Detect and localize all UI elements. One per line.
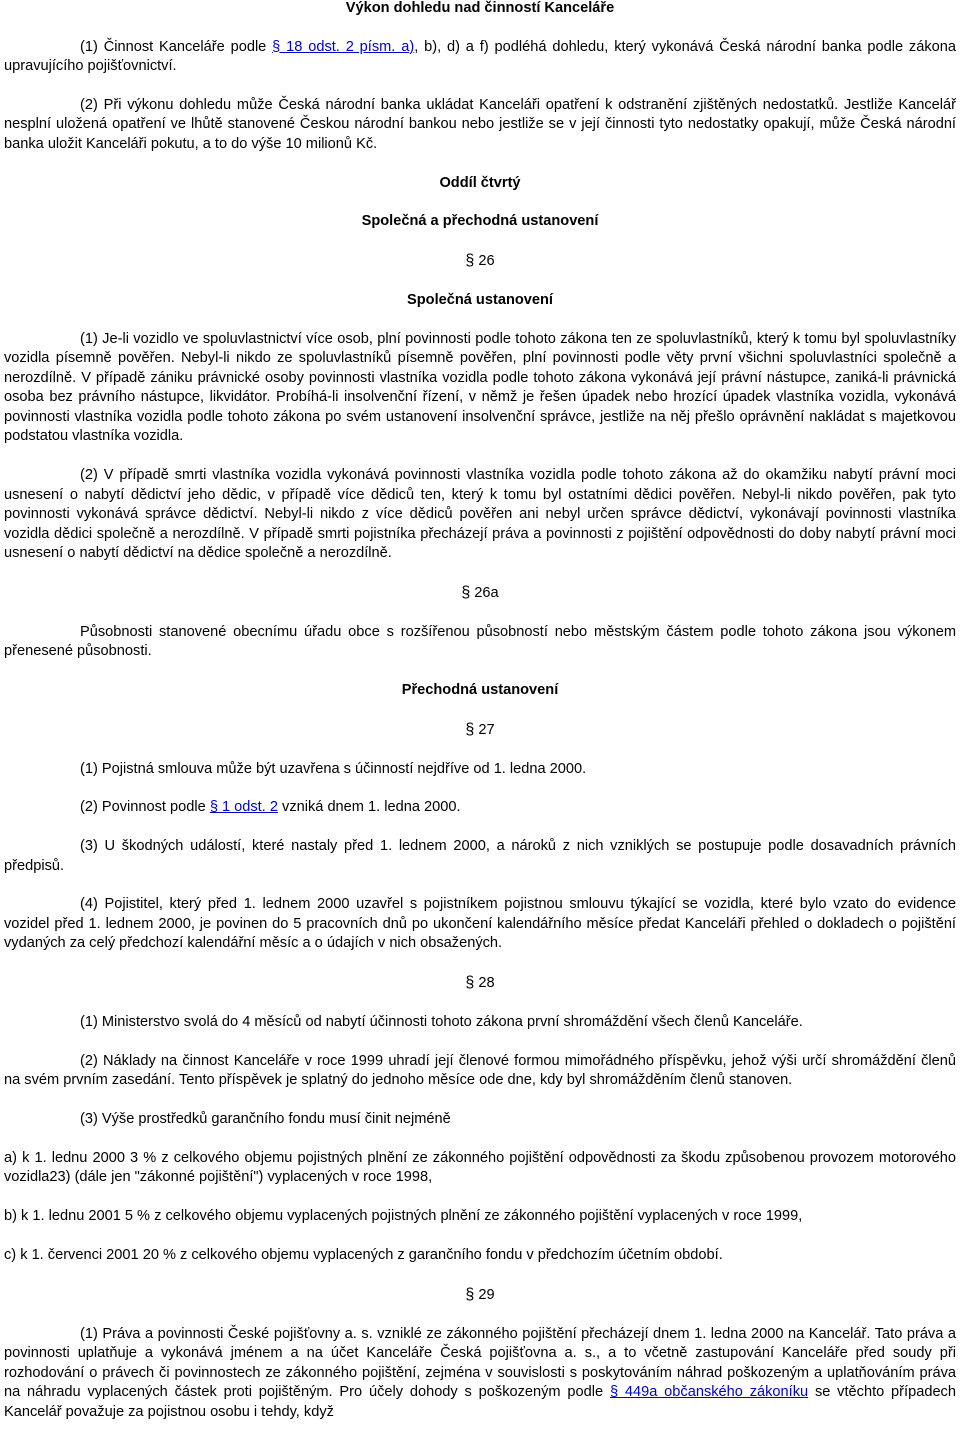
paragraph-text: (1) Práva a povinnosti České pojišťovny a. s. vzniklé ze zákonného pojištění přecházejí dnem 1. ledna 2000 na Kancelář. Tato práva a povinnosti uplatňuje a vykonává jménem a na účet Kanceláře Česká pojišťovna a. s., a to včetně zastupování Kanceláře před soudy při rozhodování o právech či povinnostech ze zákonného pojištění, zejména v souvislosti s poskytováním náhrad poškozeným a uplatňováním práva na náhradu vyplacených částek proti pojištěným. Pro účely dohody s poškozeným podle bbox=[4, 1325, 956, 1401]
section-28-paragraph-3: (3) Výše prostředků garančního fondu musí činit nejméně bbox=[80, 1111, 451, 1128]
section-27-paragraph-2 bbox=[4, 798, 956, 818]
section-symbol: § bbox=[465, 252, 475, 270]
section-28-paragraph-2: (2) Náklady na činnost Kanceláře v roce 1999 uhradí její členové formou mimořádného příspěvku, jehož výši určí shromáždění členů na svém prvním zasedání. Tento příspěvek je splatný do jednoho měsíce ode dne, kdy byl shromážděním členů stanoven. bbox=[4, 1052, 956, 1089]
section-26-paragraph-1: (1) Je-li vozidlo ve spoluvlastnictví více osob, plní povinnosti podle tohoto zákona ten ze spoluvlastníků, který k tomu byl spoluvlastníky vozidla písemně pověřen. Nebyl-li nikdo ze spoluvlastníků písemně pověřen, plní povinnosti podle věty první všichni spoluvlastníci společně a nerozdílně. V případě zániku právnické osoby povinnosti vlastníka vozidla podle tohoto zákona vykonává její právní nástupce, zaniká-li právnická osoba bez právního nástupce, likvidátor. Probíhá-li insolvenční řízení, v němž je řešen úpadek nebo hrozící úpadek vlastníka vozidla, vykonává povinnosti vlastníka vozidla podle tohoto zákona po svém ustanovení insolvenční správce, jestliže na něj přešlo oprávnění nakládat s majetkovou podstatou vlastníka vozidla. bbox=[4, 330, 956, 445]
paragraph-text: (1) Činnost Kanceláře podle bbox=[80, 38, 273, 55]
division-title: Společná a přechodná ustanovení bbox=[361, 213, 599, 230]
section-number: 27 bbox=[474, 721, 495, 738]
section-27-paragraph-4: (4) Pojistitel, který před 1. lednem 2000 uzavřel s pojistníkem pojistnou smlouvu týkající se vozidla, které bylo vzato do evidence vozidel před 1. lednem 2000, je povinen do 5 pracovních dnů po ukončení kalendářního měsíce předat Kanceláři přehled o dokladech o pojištění vydaných za celý předchozí kalendářní měsíc a o údajích v nich obsažených. bbox=[4, 896, 956, 952]
section-27-paragraph-3: (3) U škodných událostí, které nastaly před 1. lednem 2000, a nároků z nich vzniklých se postupuje podle dosavadních právních předpisů. bbox=[4, 838, 956, 874]
section-26a-paragraph: Působnosti stanovené obecnímu úřadu obce s rozšířenou působností nebo městským částem podle tohoto zákona jsou výkonem přenesené působnosti. bbox=[4, 623, 956, 660]
law-link-449a[interactable]: § 449a občanského zákoníku bbox=[609, 1384, 809, 1401]
paragraph-text: , b), d) a f) podléhá dohledu, který vykonává Česká národní banka podle zákona upravujícího pojišťovnictví. bbox=[4, 38, 956, 74]
section-28-heading bbox=[4, 973, 956, 994]
law-link-18[interactable]: § 18 odst. 2 písm. a) bbox=[272, 38, 415, 55]
section-27-paragraph-1: (1) Pojistná smlouva může být uzavřena s účinností nejdříve od 1. ledna 2000. bbox=[80, 760, 587, 777]
section-symbol: § bbox=[465, 1285, 475, 1303]
section-symbol: § bbox=[465, 720, 475, 738]
paragraph-text: vzniká dnem 1. ledna 2000. bbox=[277, 799, 461, 816]
section-29-heading bbox=[4, 1285, 956, 1306]
section-number: 29 bbox=[474, 1286, 495, 1303]
paragraph-text: se vtěchto případech Kancelář považuje za pojistnou osobu i tehdy, když bbox=[4, 1384, 956, 1420]
section-29-paragraph-1 bbox=[4, 1325, 956, 1423]
section-28-item-a: a) k 1. lednu 2000 3 % z celkového objemu pojistných plnění ze zákonného pojištění odpovědnosti za škodu způsobenou provozem motorového vozidla23) (dále jen "zákonné pojištění") vyplacených v roce 1998, bbox=[4, 1149, 956, 1186]
paragraph-text: (2) Povinnost podle bbox=[80, 799, 210, 816]
section-26a-heading bbox=[4, 583, 956, 604]
common-provisions-title: Společná ustanovení bbox=[407, 291, 553, 308]
section-28-item-b: b) k 1. lednu 2001 5 % z celkového objemu vyplacených pojistných plnění ze zákonného pojištění vyplacených v roce 1999, bbox=[4, 1208, 803, 1225]
division-heading: Oddíl čtvrtý bbox=[439, 174, 521, 191]
section-26-heading bbox=[4, 251, 956, 272]
section-28-item-c: c) k 1. červenci 2001 20 % z celkového objemu vyplacených z garančního fondu v předchozím účetním období. bbox=[4, 1247, 723, 1264]
section-number: 26a bbox=[470, 584, 499, 601]
section-symbol: § bbox=[465, 974, 475, 992]
section-number: 28 bbox=[474, 975, 495, 992]
section-27-heading bbox=[4, 720, 956, 741]
section-26-paragraph-2: (2) V případě smrti vlastníka vozidla vykonává povinnosti vlastníka vozidla podle tohoto zákona až do okamžiku nabytí právní moci usnesení o nabytí dědictví jeho dědic, v případě více dědiců ten, který k tomu byl ostatními dědici pověřen. Nebyl-li nikdo pověřen, pak tyto povinnosti vykonává správce dědictví. Nebyl-li nikdo z více dědiců pověřen ani nebyl určen správce dědictví, vykonávají povinnosti vlastníka vozidla dědici společně a nerozdílně. V případě smrti pojistníka přecházejí práva a povinnosti z pojištění odpovědnosti do doby nabytí právní moci usnesení o nabytí dědictví na dědice společně a nerozdílně. bbox=[4, 467, 956, 562]
transitional-provisions-title: Přechodná ustanovení bbox=[401, 681, 559, 698]
page-title: Výkon dohledu nad činností Kanceláře bbox=[345, 0, 615, 16]
paragraph-activity bbox=[4, 38, 956, 77]
law-link-1[interactable]: § 1 odst. 2 bbox=[209, 799, 278, 816]
section-28-paragraph-1: (1) Ministerstvo svolá do 4 měsíců od nabytí účinnosti tohoto zákona první shromáždění všech členů Kanceláře. bbox=[80, 1014, 803, 1031]
section-number: 26 bbox=[474, 253, 495, 270]
section-symbol: § bbox=[461, 583, 471, 601]
paragraph-measures: (2) Při výkonu dohledu může Česká národní banka ukládat Kanceláři opatření k odstranění zjištěných nedostatků. Jestliže Kancelář nesplní uložená opatření ve lhůtě stanovené Českou národní bankou nebo jestliže se v její činnosti tyto nedostatky opakují, může Česká národní banka uložit Kanceláři pokutu, a to do výše 10 milionů Kč. bbox=[4, 96, 956, 152]
